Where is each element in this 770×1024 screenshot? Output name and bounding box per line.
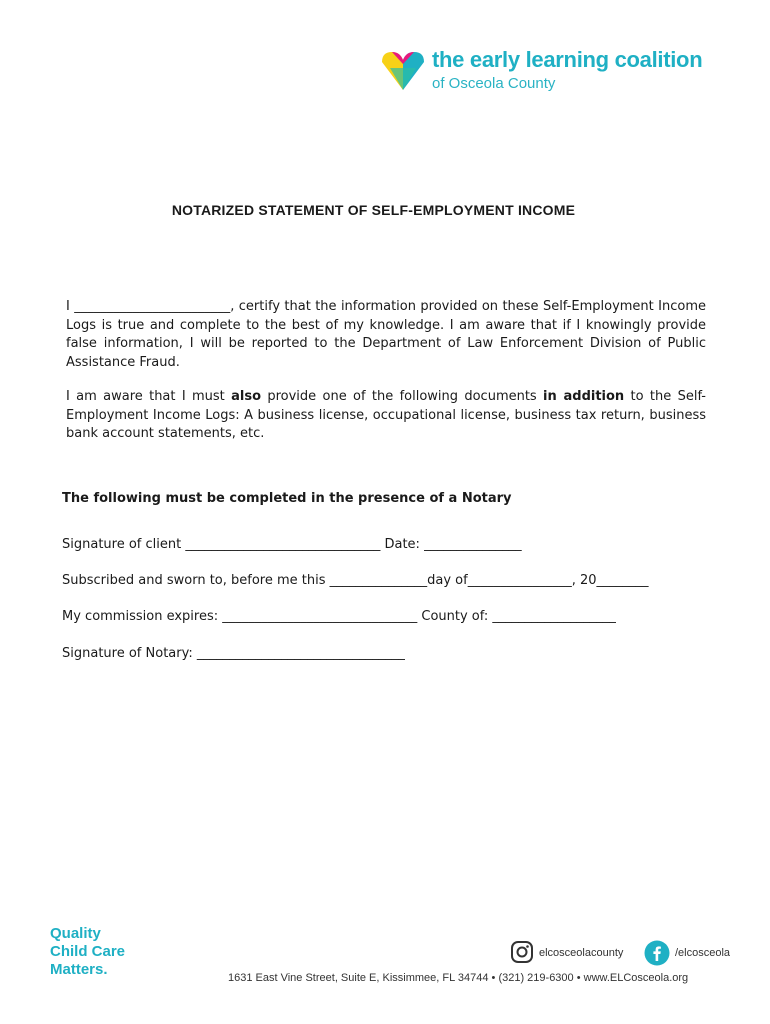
- notary-heading: The following must be completed in the presence of a Notary: [62, 491, 512, 506]
- paragraph-text: I am aware that I must: [66, 389, 232, 404]
- instagram-handle: elcosceolacounty: [539, 947, 624, 959]
- tagline: [50, 925, 125, 979]
- emphasis-also: also: [231, 389, 262, 404]
- documents-paragraph: [66, 388, 706, 444]
- document-title: NOTARIZED STATEMENT OF SELF-EMPLOYMENT INCOME: [171, 202, 576, 218]
- tagline-line: Quality: [50, 925, 101, 942]
- facebook-icon: [644, 940, 670, 966]
- signature-client-line: Signature of client ______________________________ Date: _______________: [62, 537, 522, 552]
- certification-paragraph: I ________________________, certify that the information provided on these Self-Employment Income Logs is true and complete to the best of my knowledge. I am aware that if I knowingly provide false information, I will be reported to the Department of Law Enforcement Division of Public Assistance Fraud.: [66, 299, 706, 370]
- footer-address: 1631 East Vine Street, Suite E, Kissimmee, FL 34744 • (321) 219-6300 • www.ELCosceola.org: [228, 972, 689, 984]
- heart-logo-icon: [380, 50, 426, 92]
- tagline-line: Matters.: [50, 961, 108, 978]
- emphasis-in-addition: in addition: [543, 389, 625, 404]
- logo-subtitle: of Osceola County: [432, 75, 556, 92]
- logo-title: the early learning coalition: [432, 47, 703, 72]
- notary-signature-line: Signature of Notary: ________________________________: [62, 646, 405, 661]
- subscribed-line: Subscribed and sworn to, before me this _______________day of________________, 20________: [62, 573, 649, 588]
- logo: [380, 44, 703, 100]
- paragraph-text: provide one of the following documents: [261, 389, 544, 404]
- commission-line: My commission expires: ______________________________ County of: ___________________: [62, 609, 616, 624]
- tagline-line: Child Care: [50, 943, 126, 960]
- facebook-handle: /elcosceola: [675, 947, 731, 959]
- instagram-icon: [510, 940, 534, 964]
- paragraph-text: to the Self-Employment Income Logs: A business license, occupational license, business tax return, business bank account statements, etc.: [66, 389, 706, 441]
